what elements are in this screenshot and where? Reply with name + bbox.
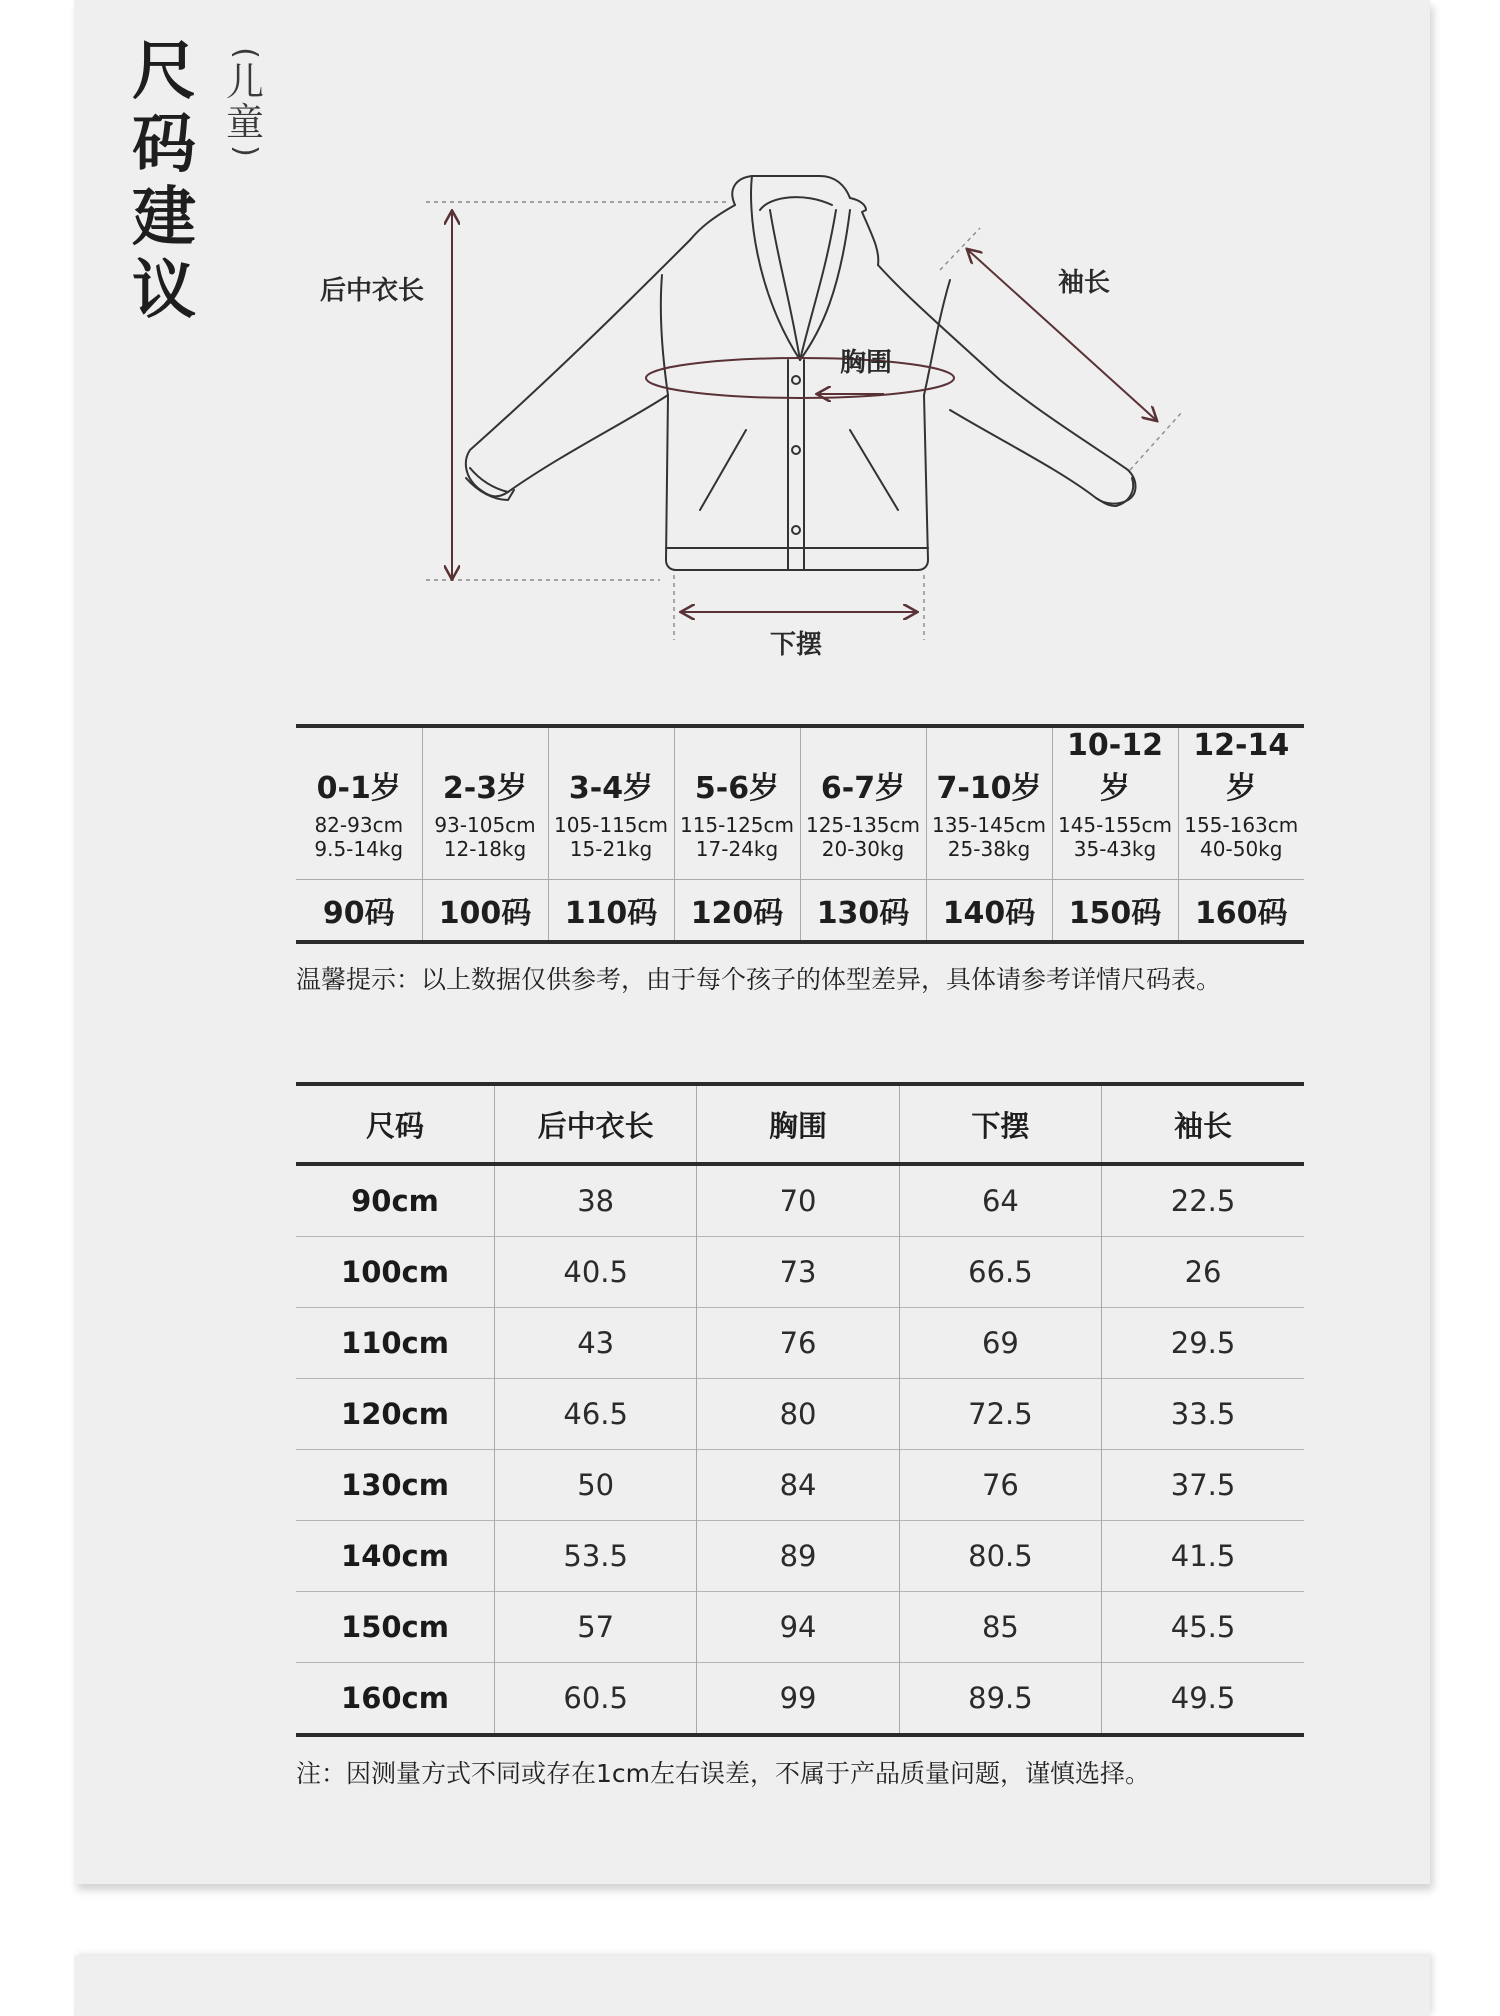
- age-cell: 5-6岁: [674, 726, 800, 809]
- measure-cell: [548, 809, 674, 880]
- weight-range: 17-24kg: [695, 837, 779, 861]
- table-cell: 76: [697, 1308, 899, 1379]
- table-cell: 22.5: [1102, 1164, 1304, 1237]
- age-row: [296, 726, 1304, 809]
- height-range: 93-105cm: [434, 813, 536, 837]
- table-cell: 53.5: [495, 1521, 697, 1592]
- subtitle-open-paren: (: [228, 47, 263, 59]
- subtitle-text: 儿童: [225, 60, 264, 144]
- table-cell: 49.5: [1102, 1663, 1304, 1736]
- measure-row: [296, 809, 1304, 880]
- measure-cell: [296, 809, 422, 880]
- size-cell: 120cm: [296, 1379, 495, 1450]
- header-hem: 下摆: [899, 1084, 1101, 1164]
- table-cell: 72.5: [899, 1379, 1101, 1450]
- measure-cell: [1052, 809, 1178, 880]
- age-cell: 10-12岁: [1052, 726, 1178, 809]
- size-row: [296, 880, 1304, 943]
- header-size: 尺码: [296, 1084, 495, 1164]
- age-cell: 6-7岁: [800, 726, 926, 809]
- footnote: 注：因测量方式不同或存在1cm左右误差，不属于产品质量问题，谨慎选择。: [296, 1759, 1151, 1788]
- size-cell: 110cm: [296, 1308, 495, 1379]
- height-range: 105-115cm: [553, 813, 669, 837]
- header-chest: 胸围: [697, 1084, 899, 1164]
- jacket-outline: [466, 176, 1136, 570]
- size-cell: 110码: [548, 880, 674, 943]
- weight-range: 40-50kg: [1200, 837, 1283, 861]
- size-cell: 100cm: [296, 1237, 495, 1308]
- table-cell: 99: [697, 1663, 899, 1736]
- age-cell: 7-10岁: [926, 726, 1052, 809]
- table-cell: 40.5: [495, 1237, 697, 1308]
- table-cell: 60.5: [495, 1663, 697, 1736]
- size-cell: 160cm: [296, 1663, 495, 1736]
- size-cell: 130cm: [296, 1450, 495, 1521]
- table-row: [296, 1521, 1304, 1592]
- table-cell: 80: [697, 1379, 899, 1450]
- table-cell: 37.5: [1102, 1450, 1304, 1521]
- weight-range: 35-43kg: [1073, 837, 1157, 861]
- weight-range: 9.5-14kg: [314, 837, 404, 861]
- label-back-length: 后中衣长: [320, 276, 425, 306]
- table-cell: 85: [899, 1592, 1101, 1663]
- size-chart-table: [296, 1082, 1304, 1737]
- table-cell: 80.5: [899, 1521, 1101, 1592]
- weight-range: 20-30kg: [821, 837, 905, 861]
- table-row: [296, 1379, 1304, 1450]
- size-cell: 130码: [800, 880, 926, 943]
- table-cell: 89: [697, 1521, 899, 1592]
- table-cell: 84: [697, 1450, 899, 1521]
- age-cell: 0-1岁: [316, 771, 401, 806]
- measure-cell: [1178, 809, 1304, 880]
- weight-range: 25-38kg: [947, 837, 1031, 861]
- height-range: 145-155cm: [1057, 813, 1173, 837]
- height-range: 125-135cm: [805, 813, 921, 837]
- size-cell: 90码: [296, 880, 422, 943]
- size-cell: 150码: [1052, 880, 1178, 943]
- header-back-length: 后中衣长: [495, 1084, 697, 1164]
- table-cell: 38: [495, 1164, 697, 1237]
- table-cell: 64: [899, 1164, 1101, 1237]
- age-cell: 3-4岁: [548, 726, 674, 809]
- tip-note: 温馨提示：以上数据仅供参考，由于每个孩子的体型差异，具体请参考详情尺码表。: [296, 965, 1222, 994]
- height-range: 135-145cm: [931, 813, 1047, 837]
- label-sleeve-length: 袖长: [1058, 268, 1111, 298]
- age-cell: 2-3岁: [422, 726, 548, 809]
- size-cell: 150cm: [296, 1592, 495, 1663]
- table-cell: 43: [495, 1308, 697, 1379]
- size-cell: 140cm: [296, 1521, 495, 1592]
- table-cell: 94: [697, 1592, 899, 1663]
- measure-cell: [800, 809, 926, 880]
- age-cell: 12-14岁: [1178, 726, 1304, 809]
- table-cell: 45.5: [1102, 1592, 1304, 1663]
- table-cell: 41.5: [1102, 1521, 1304, 1592]
- table-cell: 89.5: [899, 1663, 1101, 1736]
- page-title: 尺码建议: [132, 35, 196, 328]
- label-chest: 胸围: [840, 348, 893, 378]
- table-cell: 76: [899, 1450, 1101, 1521]
- header-sleeve: 袖长: [1102, 1084, 1304, 1164]
- height-range: 155-163cm: [1184, 813, 1299, 837]
- table-row: [296, 1308, 1304, 1379]
- weight-range: 15-21kg: [569, 837, 653, 861]
- table-row: [296, 1164, 1304, 1237]
- size-cell: 90cm: [351, 1184, 439, 1218]
- age-size-table: [296, 724, 1304, 944]
- size-cell: 120码: [674, 880, 800, 943]
- table-cell: 73: [697, 1237, 899, 1308]
- table-cell: 46.5: [495, 1379, 697, 1450]
- subtitle-close-paren: ): [228, 145, 263, 157]
- table-row: [296, 1663, 1304, 1736]
- table-cell: 69: [899, 1308, 1101, 1379]
- next-card: [74, 1956, 1430, 2016]
- jacket-diagram: [0, 0, 1500, 700]
- label-hem: 下摆: [770, 630, 823, 660]
- size-cell: 100码: [422, 880, 548, 943]
- weight-range: 12-18kg: [443, 837, 527, 861]
- height-range: 115-125cm: [679, 813, 795, 837]
- table-cell: 66.5: [899, 1237, 1101, 1308]
- table-row: [296, 1592, 1304, 1663]
- table-cell: 50: [495, 1450, 697, 1521]
- size-cell: 140码: [926, 880, 1052, 943]
- measure-cell: [926, 809, 1052, 880]
- measure-cell: [422, 809, 548, 880]
- height-range: 82-93cm: [314, 813, 404, 837]
- table-cell: 33.5: [1102, 1379, 1304, 1450]
- table-row: [296, 1450, 1304, 1521]
- table-row: [296, 1237, 1304, 1308]
- table-cell: 57: [495, 1592, 697, 1663]
- table-cell: 70: [697, 1164, 899, 1237]
- measure-cell: [674, 809, 800, 880]
- table-cell: 29.5: [1102, 1308, 1304, 1379]
- header-row: [296, 1084, 1304, 1164]
- table-cell: 26: [1102, 1237, 1304, 1308]
- size-cell: 160码: [1178, 880, 1304, 943]
